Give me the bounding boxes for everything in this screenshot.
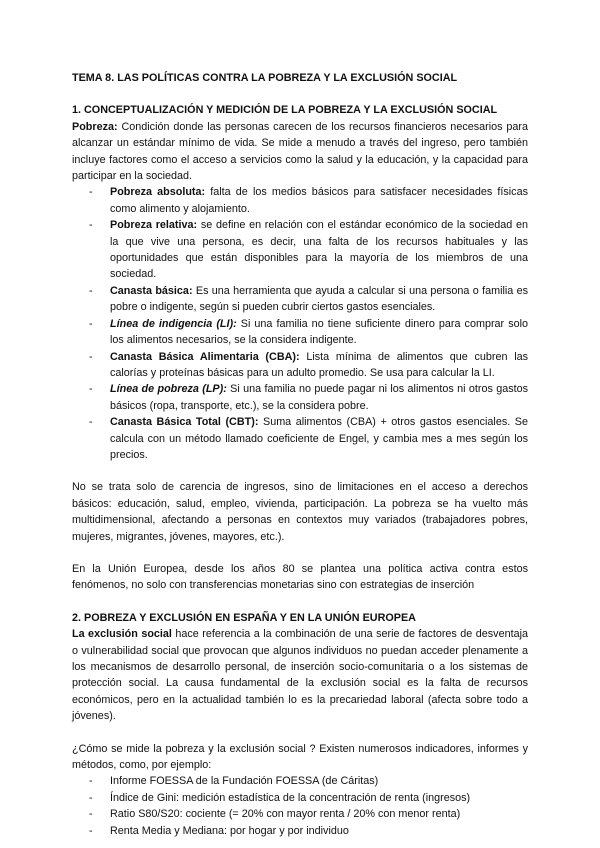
definition: falta de los medios básicos para satisfacer necesidades físicas como alimento y alojamiento. [110,186,528,215]
paragraph-multidimensional: No se trata solo de carencia de ingresos, sino de limitaciones en el acceso a derechos básicos: educación, salud, empleo, vivienda, participación. La pobreza se ha vuelto más multidimensional, afectando a personas en contextos muy variados (trabajadores pobres, mujeres, migrantes, jóvenes, mayores, etc.). [72,481,528,543]
definition: Lista mínima de alimentos que cubren las calorías y proteínas básicas para un adulto promedio. Se usa para calcular la LI. [110,350,528,379]
section-1-heading: 1. CONCEPTUALIZACIÓN Y MEDICIÓN DE LA POBREZA Y LA EXCLUSIÓN SOCIAL [72,104,498,117]
list-item: - Informe FOESSA de la Fundación FOESSA (de Cáritas) [89,775,379,788]
list-item: - Canasta Básica Alimentaria (CBA): Lista mínima de alimentos que cubren las calorías y proteínas básicas para un adulto promedio. Se usa para calcular la LI. [89,350,528,379]
indicator: Índice de Gini: medición estadística de la concentración de renta (ingresos) [110,791,471,804]
list-item: - Renta Media y Mediana: por hogar y por individuo [89,824,349,837]
term-pobreza: Pobreza: [72,120,118,133]
paragraph-ue: En la Unión Europea, desde los años 80 se plantea una política activa contra estos fenómenos, no solo con transferencias monetarias sino con estrategias de inserción [72,562,528,592]
indicators-list [72,773,528,839]
term: Pobreza relativa: [110,219,198,232]
term: Canasta Básica Alimentaria (CBA): [110,350,300,363]
term: Pobreza absoluta: [110,186,206,199]
exclusion-definition [72,626,528,724]
measurement-question: ¿Cómo se mide la pobreza y la exclusión social ? Existen numerosos indicadores, informes y métodos, como, por ejemplo: [72,742,528,772]
definition: se define en relación con el estándar económico de la sociedad en la que vive una persona, es decir, una falta de los recursos habituales y las oportunidades que están disponibles para la mayoría de los miembros de una sociedad. [110,219,528,281]
pobreza-definition [72,119,528,185]
text-pobreza: Condición donde las personas carecen de los recursos financieros necesarios para alcanzar un estándar mínimo de vida. Se mide a menudo a través del ingreso, pero también incluye factores como el acceso a servicios como la salud y la educación, y la capacidad para participar en la sociedad. [72,120,528,183]
document-title: TEMA 8. LAS POLÍTICAS CONTRA LA POBREZA Y LA EXCLUSIÓN SOCIAL [72,72,458,84]
list-item: - Línea de indigencia (LI): Si una familia no tiene suficiente dinero para comprar solo los alimentos necesarios, se la considera indigente. [89,317,528,347]
term-exclusion: La exclusión social [72,628,172,641]
definitions-list [72,184,528,463]
indicator: Ratio S80/S20: cociente (= 20% con mayor renta / 20% con menor renta) [110,808,461,821]
section-2-heading: 2. POBREZA Y EXCLUSIÓN EN ESPAÑA Y EN LA UNIÓN EUROPEA [72,611,416,624]
indicator: Informe FOESSA de la Fundación FOESSA (de Cáritas) [110,775,379,788]
text-exclusion: hace referencia a la combinación de una serie de factores de desventaja o vulnerabilidad social que provocan que algunos individuos no puedan acceder plenamente a los mecanismos de desarrollo personal, de inserción socio-comunitaria o a los sistemas de protección social. La causa fundamental de la exclusión social es la falta de recursos económicos, pero en la actualidad también lo es la precariedad laboral (afecta sobre todo a jóvenes). [72,628,528,723]
list-item: - Canasta básica: Es una herramienta que ayuda a calcular si una persona o familia es pobre o indigente, según si pueden cubrir ciertos gastos esenciales. [89,284,528,314]
list-item: - Ratio S80/S20: cociente (= 20% con mayor renta / 20% con menor renta) [89,808,461,821]
list-item: - Índice de Gini: medición estadística de la concentración de renta (ingresos) [89,791,471,804]
term: Línea de indigencia (LI): [110,317,237,330]
definition: Suma alimentos (CBA) + otros gastos esenciales. Se calcula con un método llamado coeficiente de Engel, y cambia mes a mes según los precios. [110,416,528,461]
list-item: - Canasta Básica Total (CBT): Suma alimentos (CBA) + otros gastos esenciales. Se calcula con un método llamado coeficiente de Engel, y cambia mes a mes según los precios. [89,416,528,461]
definition: Si una familia no tiene suficiente dinero para comprar solo los alimentos necesarios, se la considera indigente. [110,317,528,347]
document-page [72,70,528,839]
term: Línea de pobreza (LP): [110,383,227,396]
indicator: Renta Media y Mediana: por hogar y por individuo [110,824,349,837]
definition: Es una herramienta que ayuda a calcular si una persona o familia es pobre o indigente, según si pueden cubrir ciertos gastos esenciales. [110,284,528,314]
definition: Si una familia no puede pagar ni los alimentos ni otros gastos básicos (ropa, transporte, etc.), se la considera pobre. [110,383,529,412]
term: Canasta básica: [110,284,193,297]
list-item: - Línea de pobreza (LP): Si una familia no puede pagar ni los alimentos ni otros gastos básicos (ropa, transporte, etc.), se la considera pobre. [89,383,529,412]
term: Canasta Básica Total (CBT): [110,416,259,429]
list-item: - Pobreza absoluta: falta de los medios básicos para satisfacer necesidades físicas como alimento y alojamiento. [89,186,528,215]
list-item: - Pobreza relativa: se define en relación con el estándar económico de la sociedad en la que vive una persona, es decir, una falta de los recursos habituales y las oportunidades que están disponibles para la mayoría de los miembros de una sociedad. [89,219,528,281]
